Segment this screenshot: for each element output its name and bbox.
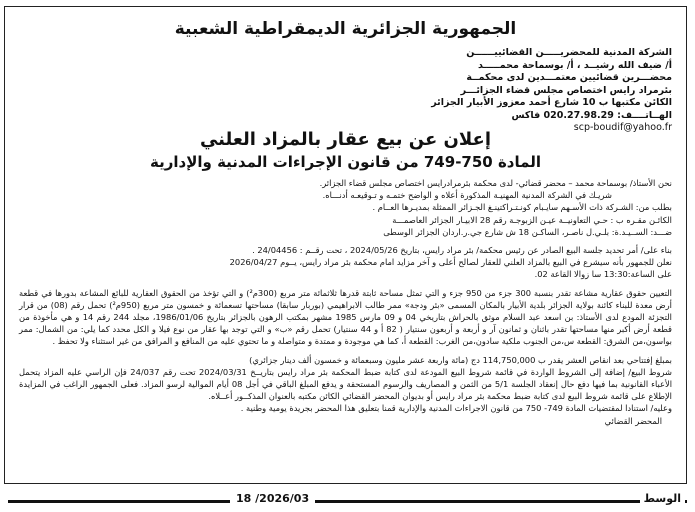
announcement-frame <box>4 6 687 484</box>
basis-line: بناء على/ أمر تحديد جلسة البيع الصادر عن رئيس محكمة/ بئر مراد رايس، بتاريخ 2024/05/26 ، تحت رقــم : 24/04456 . <box>252 245 672 256</box>
newspaper-name: الوسط <box>640 492 685 505</box>
office-line: الهــاتــــف: 020.27.98.29 فاكس <box>511 109 672 121</box>
signature: المحضر القضائي <box>604 415 662 426</box>
intro-line: شريـك في الشركة المدنية المهنيـة المذكورة أعلاه و الواضح ختمـه و تـوقيعـه أدنـــاه. <box>322 190 612 201</box>
issue-date: 2026/03/ 18 <box>230 492 315 505</box>
basis-line: نعلن للجمهور بأنه سيشرع في البيع بالمزاد العلني للعقار لصالح أعلى و آخر مزايد امام محكمة بئر مراد رايس، يــوم 2026/04/27 <box>229 257 672 268</box>
basis-line: على الساعة:13:30 سا زوالا القاعة 02. <box>534 269 672 280</box>
intro-line: ضـــد: الســيـد.ة: بلـي.ل ناصـر، الساكـن 18 ش شارع جي.ر.اردان الجزائر الوسطى <box>383 226 672 237</box>
footer-rule <box>8 500 687 503</box>
republic-heading: الجمهورية الجزائرية الديمقراطية الشعبية <box>174 19 517 39</box>
bailiff-office-block <box>342 47 672 135</box>
intro-line: الكائـن مقـره ب : حـي التعاونيــة عيـن الزبوجـة رقم 28 الابيـار الجزائر العاصمـــة <box>392 214 672 225</box>
office-line: بئرمراد رايس اختصاص مجلس قضاء الجزائـــر <box>460 84 672 96</box>
closing-statement: وعليه/ استنادا لمقتضيات المادة 749- 750 من قانون الاجراءات المدنية والإدارية قمنا بتعليق هذا المحضر بجريدة يومية وطنية . <box>240 403 672 414</box>
opening-price: بمبلغ إفتتاحي بعد انقاص العشر يقدر ب 114,750,000 دج (مائة واربعة عشر مليون وسبعمائة و خمسون ألف دينار جزائري) <box>249 354 672 365</box>
office-line: الشركة المدنية للمحضريـــــن القضائييــــــن <box>466 47 672 58</box>
office-line: أ/ ضيف الله رشيــد ، أ/ بوسماحة محمـــــد <box>478 59 672 71</box>
intro-line: نحن الأستاذ/ بوسماحة محمد – محضر قضائي- لدى محكمة بئرمرادرايس اختصاص مجلس قضاء الجزائر. <box>319 178 672 188</box>
office-email: scp-boudif@yahoo.fr <box>573 122 672 133</box>
office-line: الكائن مكتبها ب 10 شارع أحمد معزوز الأبيار الجزائر <box>431 97 672 108</box>
intro-line: بطلب من: الشـركة ذات الأسـهم سايـبام كونـتـراكتينـغ الجـزائر الممثلة بمديـرها العــام . <box>372 202 672 213</box>
announcement-title: إعلان عن بيع عقار بالمزاد العلني <box>199 129 492 150</box>
sale-conditions: شروط البيع/ إضافة إلى الشروط الواردة في قائمة شروط البيع المودعة لدى كتابة ضبط المحكمة بئر مراد رايس بتاريــخ 2024/03/31 تحت رقم 24/037 فإن الراسي عليه المزاد يتحمل الأعباء القانونية بما فيها دفع حال إنعقاد الجلسة 5/1 من الثمن و المصاريف والرسوم المستحقة و يدفع المبلغ الباقي في أجل 08 أيام الموالية لرسو المزاد. فعلى الجمهور الراغب في المزايدة الإطلاع على قائمة شروط البيع لدى كتابة ضبط محكمة بئر مراد رايس أو بديوان المحضر القضائي الكائن مكتبه بالعنوان المذكــور أعــلاه. <box>19 366 673 402</box>
property-description: التعيين حقوق عقارية مشاعة تقدر بنسبة 300 جزء من 950 جزء و التي تمثل مساحة ثابتة قدرها ثلاثمائة متر مربع (300م²) و التي تؤخذ من الحقوق العقارية للبائع المشاعة بدورها في قطعة أرض معدة للبناء كائنة بولاية الجزائر بلدية الأبيار بالمكان المسمى «بئر ودجة» ممر طالب الابراهيمي (بوربار سابقا) مساحتها تسعمائة و خمسون متر مربع (950م²) تحمل رقم (08) من قرار التجزئة المودع لدى الأستاذ: بن اسعد عبد السلام موثق بالحراش بتاريخي 04 و 09 مارس 1985 مشهر بمكتب الرهون بالجزائر بتاريخ 1986/01/06، مجلد 244 رقم 14 و هي مأخوذة من قطعة أرض أكبر منها مساحتها تقدر باثنان و ثمانون آر و أربعة و أربعون سنتيار ( 82 أ و 44 سنتيار) تحمل رقم «ب» و التي توجد بها عقار من نوع فيلا و الكل محدد كما يلي: من الشمال: ممر بواسون،من الشرق: القطعة س،من الجنوب ملكية سادون،من الغرب: القطعة أ، كما هي موجودة و ممتدة و متواصلة و ما تحتوي عليه من المنافع و المرافق من غير استثناء ولا تحفظ . <box>19 287 672 347</box>
announcement-body <box>19 177 672 427</box>
page-footer <box>0 494 695 508</box>
office-line: محضـــرين قضائيين معتمـــدين لدى محكمــة <box>466 72 672 83</box>
announcement-subtitle: المادة 750-749 من قانون الإجراءات المدنية والإدارية <box>150 153 541 171</box>
